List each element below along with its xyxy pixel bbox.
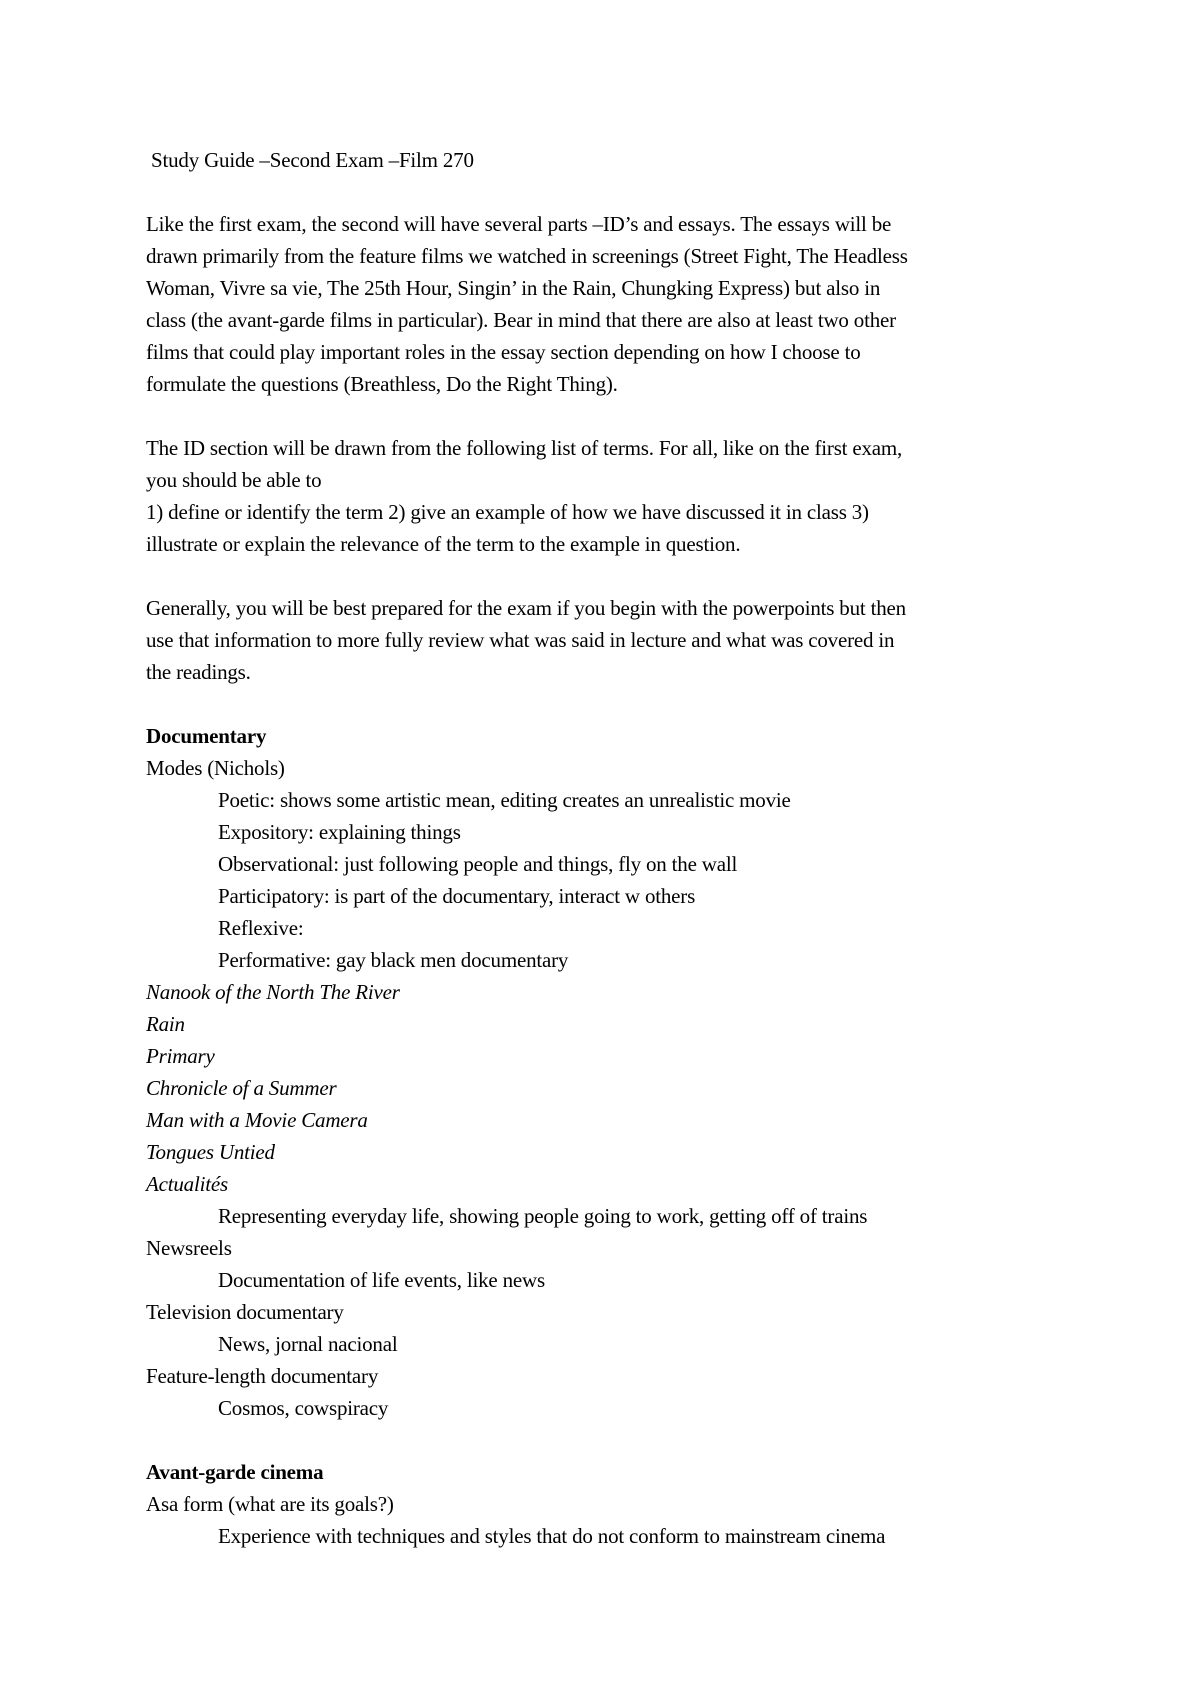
term-sections [146,720,1066,1552]
term-detail: Observational: just following people and things, fly on the wall [218,852,738,876]
term-detail: Performative: gay black men documentary [218,948,569,972]
film-title: Primary [146,1044,215,1068]
term-detail: Experience with techniques and styles that do not conform to mainstream cinema [218,1524,886,1548]
term-detail: Cosmos, cowspiracy [218,1396,389,1420]
term-detail: Reflexive: [218,916,304,940]
paragraph-line: use that information to more fully review what was said in lecture and what was covered in [146,628,895,652]
paragraph-line: the readings. [146,660,251,684]
intro-paragraph-1 [146,208,1066,400]
term-detail: Documentation of life events, like news [218,1268,545,1292]
section-heading: Avant-garde cinema [146,1460,324,1484]
film-title: Actualités [146,1172,228,1196]
film-title: Tongues Untied [146,1140,275,1164]
paragraph-line: you should be able to [146,468,322,492]
paragraph-line: Generally, you will be best prepared for the exam if you begin with the powerpoints but then [146,596,906,620]
intro-paragraph-2 [146,432,1066,560]
term-detail: Poetic: shows some artistic mean, editing creates an unrealistic movie [218,788,791,812]
film-title: Man with a Movie Camera [146,1108,368,1132]
term-item: Feature-length documentary [146,1364,379,1388]
intro-paragraph-3 [146,592,1066,688]
paragraph-line: Woman, Vivre sa vie, The 25th Hour, Singin’ in the Rain, Chungking Express) but also in [146,276,881,300]
paragraph-line: Like the first exam, the second will have several parts –ID’s and essays. The essays will be [146,212,892,236]
paragraph-line: The ID section will be drawn from the following list of terms. For all, like on the first exam, [146,436,903,460]
term-item: Newsreels [146,1236,232,1260]
document-page [146,144,1066,1584]
term-detail: Expository: explaining things [218,820,461,844]
term-item: Asa form (what are its goals?) [146,1492,394,1516]
paragraph-line: drawn primarily from the feature films we watched in screenings (Street Fight, The Headless [146,244,908,268]
film-title: Nanook of the North The River [146,980,400,1004]
film-title: Rain [146,1012,185,1036]
section-heading: Documentary [146,724,267,748]
paragraph-line: formulate the questions (Breathless, Do the Right Thing). [146,372,618,396]
term-item: Television documentary [146,1300,344,1324]
paragraph-line: class (the avant-garde films in particular). Bear in mind that there are also at least two other [146,308,896,332]
section-documentary [146,720,1066,1424]
term-detail: News, jornal nacional [218,1332,398,1356]
term-detail: Participatory: is part of the documentary, interact w others [218,884,696,908]
document-title: Study Guide –Second Exam –Film 270 [151,148,474,172]
section-avant-garde-cinema [146,1456,1066,1552]
paragraph-line: 1) define or identify the term 2) give an example of how we have discussed it in class 3) [146,500,869,524]
paragraph-line: films that could play important roles in the essay section depending on how I choose to [146,340,861,364]
film-title: Chronicle of a Summer [146,1076,337,1100]
term-item: Modes (Nichols) [146,756,285,780]
term-detail: Representing everyday life, showing people going to work, getting off of trains [218,1204,868,1228]
paragraph-line: illustrate or explain the relevance of the term to the example in question. [146,532,741,556]
